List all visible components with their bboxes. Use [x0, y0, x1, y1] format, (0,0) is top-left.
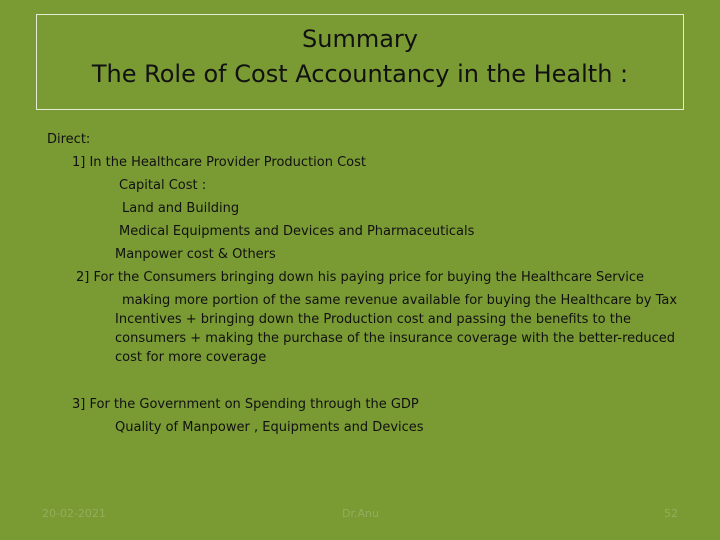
footer-page-number: 52	[664, 507, 678, 520]
item-3-detail: Quality of Manpower , Equipments and Devices	[115, 420, 424, 435]
slide-title: Summary	[302, 25, 418, 53]
item-2-detail-3: consumers + making the purchase of the insurance coverage with the better-reduced	[115, 331, 676, 346]
direct-heading: Direct:	[47, 132, 91, 147]
medical-line: Medical Equipments and Devices and Pharmaceuticals	[119, 224, 475, 239]
item-2: 2] For the Consumers bringing down his paying price for buying the Healthcare Service	[76, 270, 645, 285]
item-1: 1] In the Healthcare Provider Production Cost	[72, 155, 366, 170]
item-3: 3] For the Government on Spending through the GDP	[72, 397, 419, 412]
item-2-detail-4: cost for more coverage	[115, 350, 267, 365]
item-2-detail-1: making more portion of the same revenue available for buying the Healthcare by Tax	[122, 293, 678, 308]
land-line: Land and Building	[122, 201, 240, 216]
footer-date: 20-02-2021	[42, 507, 106, 520]
footer-author: Dr.Anu	[342, 507, 379, 520]
slide-subtitle: The Role of Cost Accountancy in the Health :	[91, 60, 629, 88]
manpower-line: Manpower cost & Others	[115, 247, 276, 262]
capital-cost-line: Capital Cost :	[119, 178, 207, 193]
item-2-detail-2: Incentives + bringing down the Production cost and passing the benefits to the	[115, 312, 632, 327]
